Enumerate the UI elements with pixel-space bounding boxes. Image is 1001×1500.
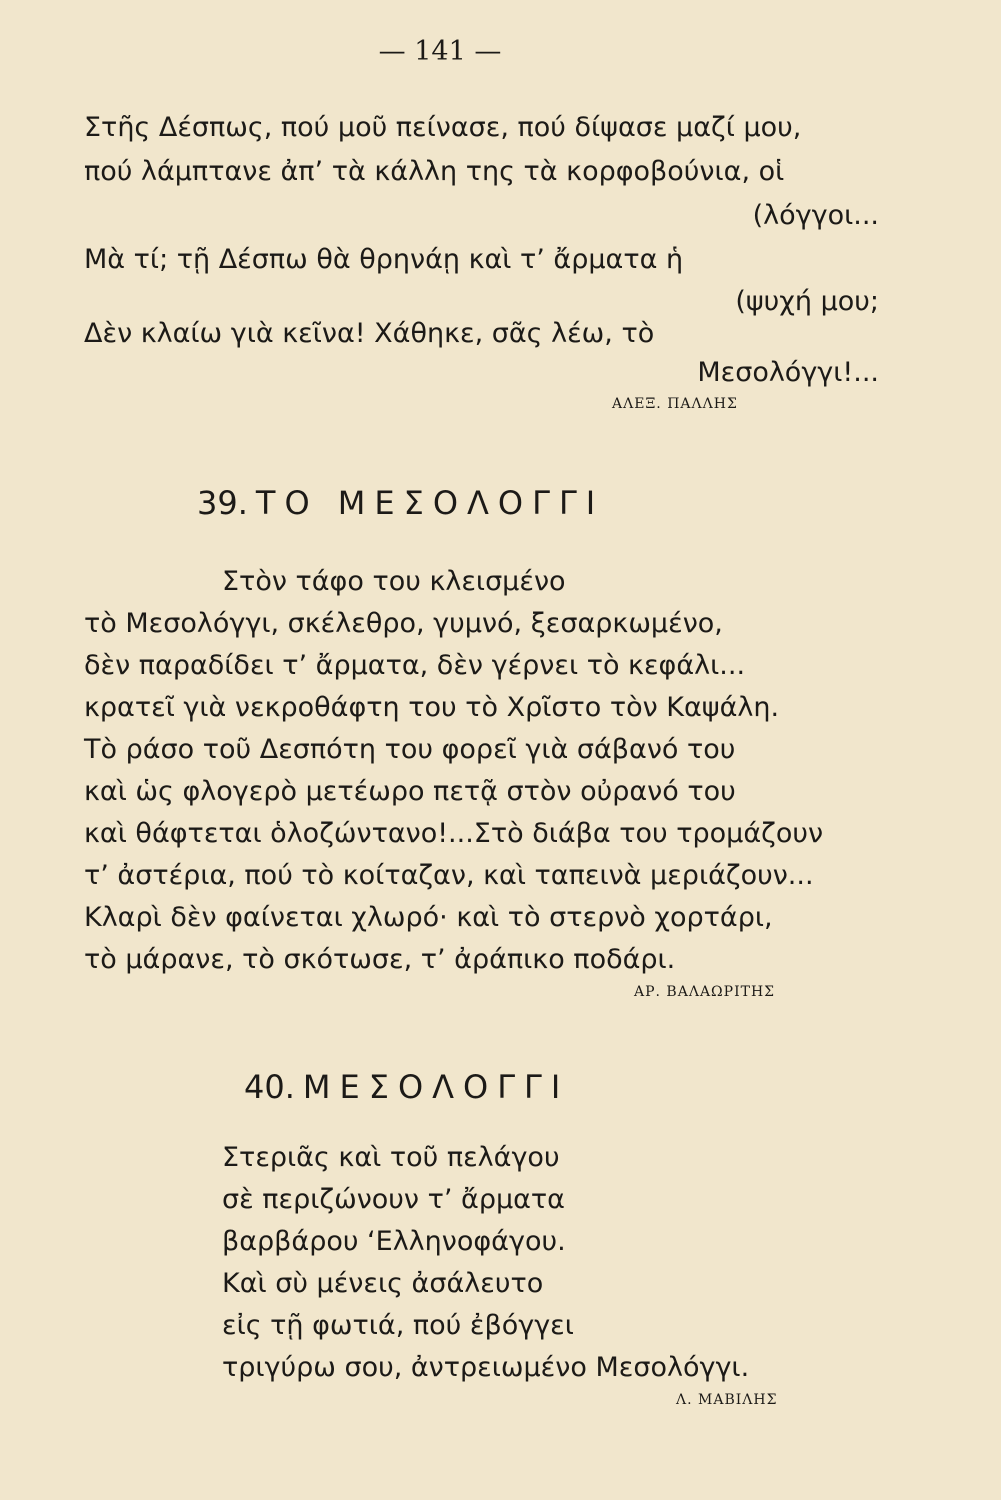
poem2-line: καὶ ὡς φλογερὸ μετέωρο πετᾷ στὸν οὐρανό του xyxy=(84,776,736,807)
poem3-line: Καὶ σὺ μένεις ἀσάλευτο xyxy=(222,1268,544,1299)
poem3-line: τριγύρω σου, ἀντρειωμένο Μεσολόγγι. xyxy=(222,1352,750,1383)
poem3-line: βαρβάρου ‘Ελληνοφάγου. xyxy=(222,1226,566,1257)
poem2-line: κρατεῖ γιὰ νεκροθάφτη του τὸ Χρῖστο τὸν Καψάλη. xyxy=(84,692,780,723)
poem1-line: Μὰ τί; τῇ Δέσπω θὰ θρηνάῃ καὶ τ’ ἄρματα ἡ xyxy=(84,244,684,275)
poem2-line: καὶ θάφτεται ὁλοζώντανο!...Στὸ διάβα του τρομάζουν xyxy=(84,818,824,849)
poem1-line: Δὲν κλαίω γιὰ κεῖνα! Χάθηκε, σᾶς λέω, τὸ xyxy=(84,318,655,349)
poem1-line: πού λάμπτανε ἀπ’ τὰ κάλλη της τὰ κορφοβούνια, οἱ xyxy=(84,156,785,187)
poem3-line: Στεριᾶς καὶ τοῦ πελάγου xyxy=(222,1142,560,1173)
poem2-number: 39. xyxy=(197,484,248,522)
poem2-line: Τὸ ράσο τοῦ Δεσπότη του φορεῖ γιὰ σάβανό του xyxy=(84,734,736,765)
poem1-line: (ψυχή μου; xyxy=(735,286,879,317)
poem2-line: τ’ ἀστέρια, πού τὸ κοίταζαν, καὶ ταπεινὰ μεριάζουν... xyxy=(84,860,814,891)
poem2-line: Κλαρὶ δὲν φαίνεται χλωρό· καὶ τὸ στερνὸ χορτάρι, xyxy=(84,902,773,933)
poem3-number: 40. xyxy=(244,1068,295,1106)
poem3-heading xyxy=(244,1068,569,1106)
poem1-line: Στῆς Δέσπως, πού μοῦ πείνασε, πού δίψασε μαζί μου, xyxy=(84,112,802,143)
poem2-title: ΤΟ ΜΕΣΟΛΟΓΓΙ xyxy=(255,484,605,522)
poem1-line: Μεσολόγγι!... xyxy=(697,357,879,388)
poem2-heading xyxy=(197,484,604,522)
poem3-author: Λ. ΜΑΒΙΛΗΣ xyxy=(676,1392,778,1408)
poem2-author: ΑΡ. ΒΑΛΑΩΡΙΤΗΣ xyxy=(634,984,776,1000)
page-number: — 141 — xyxy=(378,36,502,67)
poem3-line: εἰς τῇ φωτιά, πού ἐβόγγει xyxy=(222,1310,574,1341)
poem3-line: σὲ περιζώνουν τ’ ἄρματα xyxy=(222,1184,565,1215)
poem1-line: (λόγγοι... xyxy=(752,200,879,231)
poem2-line: δὲν παραδίδει τ’ ἄρματα, δὲν γέρνει τὸ κεφάλι... xyxy=(84,650,746,681)
poem2-line: Στὸν τάφο του κλεισμένο xyxy=(222,566,566,597)
poem3-title: ΜΕΣΟΛΟΓΓΙ xyxy=(302,1068,570,1106)
poem2-line: τὸ μάρανε, τὸ σκότωσε, τ’ ἀράπικο ποδάρι. xyxy=(84,944,676,975)
poem2-line: τὸ Μεσολόγγι, σκέλεθρο, γυμνό, ξεσαρκωμένο, xyxy=(84,608,723,639)
poem1-author: ΑΛΕΞ. ΠΑΛΛΗΣ xyxy=(612,396,738,412)
